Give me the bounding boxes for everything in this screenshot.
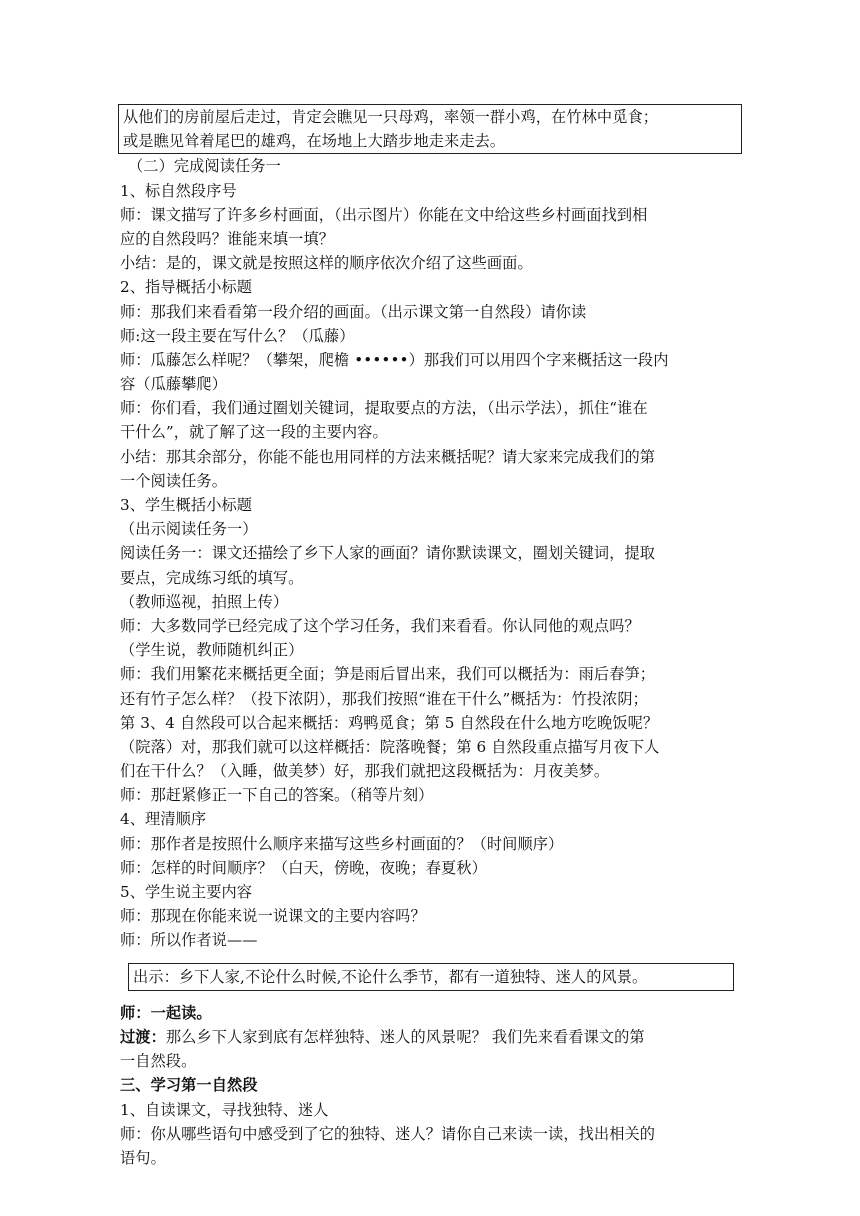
paragraph-line: 师：那赶紧修正一下自己的答案。（稍等片刻） (120, 786, 434, 805)
paragraph-line: 阅读任务一：课文还描绘了乡下人家的画面？请你默读课文，圈划关键词，提取 (120, 544, 656, 563)
paragraph-line: 应的自然段吗？谁能来填一填？ (120, 229, 335, 248)
transition-line: 一自然段。 (120, 1052, 197, 1071)
paragraph-line: 师：大多数同学已经完成了这个学习任务，我们来看看。你认同他的观点吗？ (120, 616, 640, 635)
paragraph-line: 师：你们看，我们通过圈划关键词，提取要点的方法，（出示学法），抓住“谁在 (120, 399, 648, 418)
paragraph-line: （出示阅读任务一） (120, 520, 258, 539)
paragraph-line: 小结：那其余部分，你能不能也用同样的方法来概括呢？请大家来完成我们的第 (120, 447, 656, 466)
step-heading: 2、指导概括小标题 (120, 278, 253, 297)
read-together-line: 师：一起读。 (120, 1003, 212, 1022)
paragraph-line: 还有竹子怎么样？（投下浓阴），那我们按照“谁在干什么”概括为：竹投浓阴； (120, 689, 648, 708)
reading-section (120, 1001, 740, 1170)
step-heading: 1、自读课文，寻找独特、迷人 (120, 1100, 329, 1119)
quoted-line: 或是瞧见耸着尾巴的雄鸡，在场地上大踏步地走来走去。 (123, 132, 506, 151)
quoted-line: 从他们的房前屋后走过，肯定会瞧见一只母鸡，率领一群小鸡，在竹林中觅食； (123, 108, 659, 126)
paragraph-line: 师：所以作者说—— (120, 931, 258, 950)
step-heading: 4、理清顺序 (120, 810, 207, 829)
paragraph-line: （院落）对，那我们就可以这样概括：院落晚餐；第 6 自然段重点描写月夜下人 (120, 737, 660, 756)
paragraph-line: 语句。 (120, 1148, 166, 1167)
lesson-body (120, 154, 740, 952)
step-heading: 5、学生说主要内容 (120, 883, 253, 901)
paragraph-line: 师：那作者是按照什么顺序来描写这些乡村画面的？（时间顺序） (120, 834, 564, 853)
paragraph-line: （教师巡视，拍照上传） (120, 592, 289, 611)
quoted-text-box (118, 104, 742, 154)
paragraph-line: 要点，完成练习纸的填写。 (120, 568, 304, 587)
paragraph-line: （学生说，教师随机纠正） (120, 641, 304, 660)
paragraph-line: 师:这一段主要在写什么？（瓜藤） (120, 326, 355, 345)
section-subheading: （二）完成阅读任务一 (128, 157, 281, 176)
paragraph-line: 师：瓜藤怎么样呢？（攀架，爬檐 ••••••）那我们可以用四个字来概括这一段内 (120, 350, 669, 369)
paragraph-line: 干什么”，就了解了这一段的主要内容。 (120, 423, 388, 442)
transition-line (120, 1025, 740, 1049)
paragraph-line: 一个阅读任务。 (120, 471, 228, 490)
paragraph-line: 师：那我们来看看第一段介绍的画面。（出示课文第一自然段）请你读 (120, 302, 587, 321)
paragraph-line: 师：我们用繁花来概括更全面；笋是雨后冒出来，我们可以概括为：雨后春笋； (120, 665, 656, 684)
paragraph-line: 师：怎样的时间顺序？（白天，傍晚，夜晚；春夏秋） (120, 858, 487, 877)
paragraph-line: 师：你从哪些语句中感受到了它的独特、迷人？请你自己来读一读，找出相关的 (120, 1124, 656, 1143)
document-page (120, 104, 740, 1170)
section-heading: 三、学习第一自然段 (120, 1076, 258, 1095)
display-text: 出示：乡下人家,不论什么时候,不论什么季节，都有一道独特、迷人的风景。 (133, 967, 648, 986)
paragraph-line: 容（瓜藤攀爬） (120, 375, 228, 394)
paragraph-line: 第 3、4 自然段可以合起来概括：鸡鸭觅食；第 5 自然段在什么地方吃晚饭呢？ (120, 713, 659, 732)
paragraph-line: 师：课文描写了许多乡村画面，（出示图片）你能在文中给这些乡村画面找到相 (120, 205, 648, 224)
display-text-box (128, 963, 734, 991)
step-heading: 3、学生概括小标题 (120, 496, 253, 514)
paragraph-line: 师：那现在你能来说一说课文的主要内容吗？ (120, 907, 426, 926)
paragraph-line: 小结：是的，课文就是按照这样的顺序依次介绍了这些画面。 (120, 254, 533, 273)
step-heading: 1、标自然段序号 (120, 181, 237, 200)
paragraph-line: 们在干什么？（入睡，做美梦）好，那我们就把这段概括为：月夜美梦。 (120, 762, 610, 781)
transition-text: 那么乡下人家到底有怎样独特、迷人的风景呢？ 我们先来看看课文的第 (165, 1027, 645, 1046)
transition-label: 过渡： (120, 1027, 166, 1046)
